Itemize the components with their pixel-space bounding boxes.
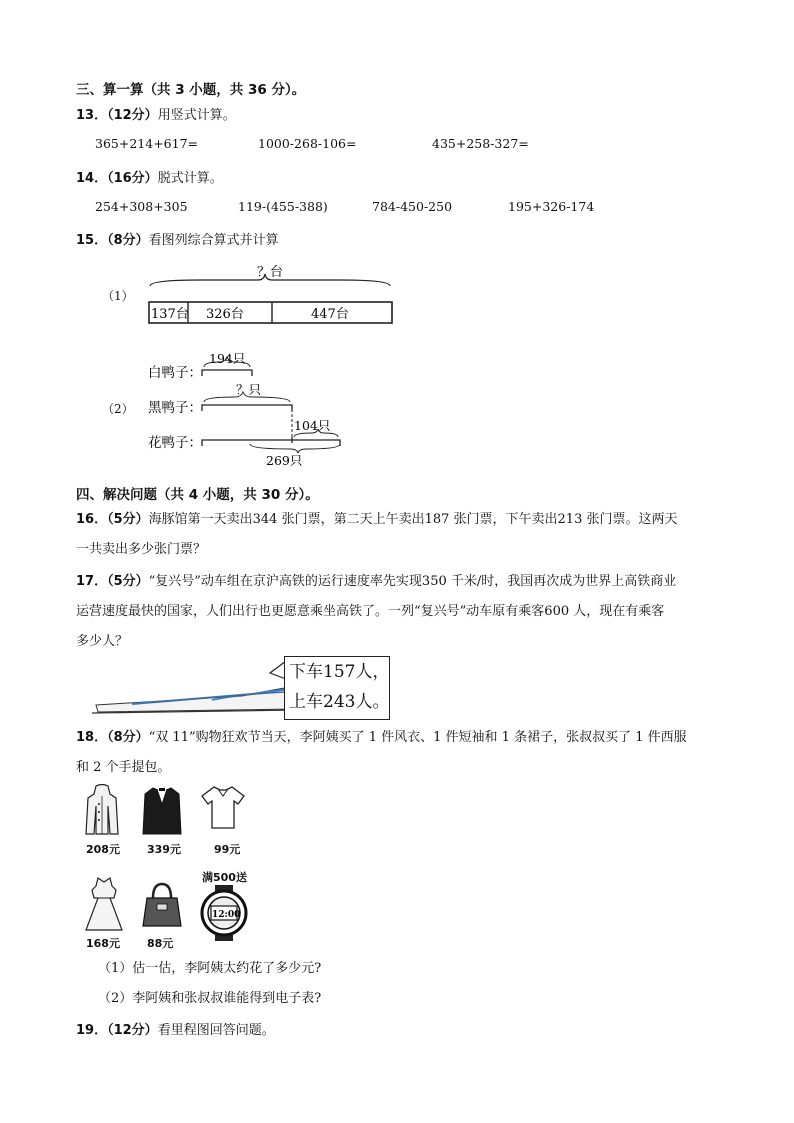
price-suit: 339元 bbox=[147, 843, 181, 856]
question-13-text: 用竖式计算。 bbox=[157, 108, 236, 123]
fig1-bar-diagram bbox=[140, 260, 400, 330]
question-14 bbox=[76, 167, 223, 186]
q14-expr-4: 195+326-174 bbox=[508, 199, 595, 214]
question-18-line1: “双 11”购物狂欢节当天，李阿姨买了 1 件风衣、1 件短袖和 1 条裙子，张叔叔买了 1 件西服 bbox=[148, 730, 687, 745]
q13-expr-2: 1000-268-106= bbox=[258, 136, 357, 151]
question-16-line2: 一共卖出多少张门票？ bbox=[76, 542, 207, 557]
fig2-segment-diagram bbox=[140, 345, 350, 470]
flower-duck-segment bbox=[202, 440, 340, 446]
fig2-row-black: 黑鸭子： bbox=[148, 400, 202, 416]
q14-expr-3: 784-450-250 bbox=[372, 199, 453, 214]
fig1-total-label: ？台 bbox=[257, 265, 284, 280]
question-15-score: （8分） bbox=[107, 233, 149, 248]
question-14-score: （16分） bbox=[107, 171, 158, 186]
question-18 bbox=[76, 723, 756, 783]
question-17-score: （5分） bbox=[107, 574, 149, 589]
question-16 bbox=[76, 505, 756, 565]
question-15-text: 看图列综合算式并计算 bbox=[148, 233, 279, 248]
electronic-watch-icon bbox=[198, 884, 250, 942]
fig2-row-flower: 花鸭子： bbox=[148, 435, 202, 451]
question-13-number: 13． bbox=[76, 108, 108, 123]
question-18-number: 18． bbox=[76, 730, 108, 745]
price-handbag: 88元 bbox=[147, 937, 174, 950]
q13-expr-3: 435+258-327= bbox=[432, 136, 529, 151]
q14-expr-2: 119-(455-388) bbox=[238, 199, 328, 214]
speech-bubble bbox=[284, 656, 390, 720]
section-4-title: 四、解决问题（共 4 小题，共 30 分）。 bbox=[76, 487, 319, 503]
question-16-line1: 海豚馆第一天卖出344 张门票，第二天上午卖出187 张门票，下午卖出213 张门票。这两天 bbox=[148, 512, 678, 527]
white-duck-count: 194只 bbox=[209, 351, 246, 366]
flower-duck-count: 269只 bbox=[266, 453, 303, 468]
handbag-icon bbox=[141, 880, 183, 930]
question-16-number: 16． bbox=[76, 512, 108, 527]
question-17 bbox=[76, 567, 756, 657]
question-15-number: 15． bbox=[76, 233, 108, 248]
tshirt-icon bbox=[200, 784, 246, 832]
fig1-segment-3: 447台 bbox=[311, 307, 349, 322]
question-17-line2: 运营速度最快的国家，人们出行也更愿意乘坐高铁了。一列“复兴号”动车原有乘客600 人，现在有乘客 bbox=[76, 604, 665, 619]
question-15 bbox=[76, 229, 279, 248]
fig1-segment-2: 326台 bbox=[206, 307, 244, 322]
fig2-row-white: 白鸭子： bbox=[148, 365, 202, 381]
bubble-line-1: 下车157人， bbox=[289, 662, 390, 682]
flower-brace bbox=[250, 444, 340, 453]
trench-coat-icon bbox=[82, 784, 122, 838]
question-16-score: （5分） bbox=[107, 512, 149, 527]
watch-display: 12:00 bbox=[212, 910, 241, 920]
dress-icon bbox=[82, 876, 126, 932]
diff-count: 104只 bbox=[294, 418, 331, 433]
section-3-title: 三、算一算（共 3 小题，共 36 分）。 bbox=[76, 82, 306, 98]
question-19 bbox=[76, 1019, 275, 1038]
suit-icon bbox=[141, 784, 183, 838]
question-18-line2: 和 2 个手提包。 bbox=[76, 760, 171, 775]
question-19-number: 19． bbox=[76, 1023, 108, 1038]
q14-expr-1: 254+308+305 bbox=[95, 199, 188, 214]
q18-sub1: （1）估一估，李阿姨太约花了多少元? bbox=[98, 961, 322, 976]
black-duck-segment bbox=[202, 405, 292, 411]
black-duck-count: ？只 bbox=[236, 382, 262, 397]
q13-expr-1: 365+214+617= bbox=[95, 136, 198, 151]
question-17-line3: 多少人？ bbox=[76, 634, 129, 649]
price-tshirt: 99元 bbox=[214, 843, 241, 856]
question-14-text: 脱式计算。 bbox=[157, 171, 223, 186]
q18-sub2: （2）李阿姨和张叔叔谁能得到电子表? bbox=[98, 991, 322, 1006]
promo-label: 满500送 bbox=[202, 871, 247, 884]
fig1-segment-1: 137台 bbox=[151, 307, 189, 322]
question-17-number: 17． bbox=[76, 574, 108, 589]
fig1-label: （1） bbox=[102, 289, 134, 303]
question-17-line1: “复兴号”动车组在京沪高铁的运行速度率先实现350 千米/时，我国再次成为世界上高铁商业 bbox=[148, 574, 677, 589]
question-19-text: 看里程图回答问题。 bbox=[157, 1023, 275, 1038]
question-18-score: （8分） bbox=[107, 730, 149, 745]
price-dress: 168元 bbox=[86, 937, 120, 950]
white-duck-segment bbox=[202, 370, 252, 376]
question-19-score: （12分） bbox=[107, 1023, 158, 1038]
question-13-score: （12分） bbox=[107, 108, 158, 123]
question-14-number: 14． bbox=[76, 171, 108, 186]
question-13 bbox=[76, 104, 236, 123]
bubble-line-2: 上车243人。 bbox=[289, 692, 390, 712]
fig2-label: （2） bbox=[102, 402, 134, 416]
price-trench-coat: 208元 bbox=[86, 843, 120, 856]
